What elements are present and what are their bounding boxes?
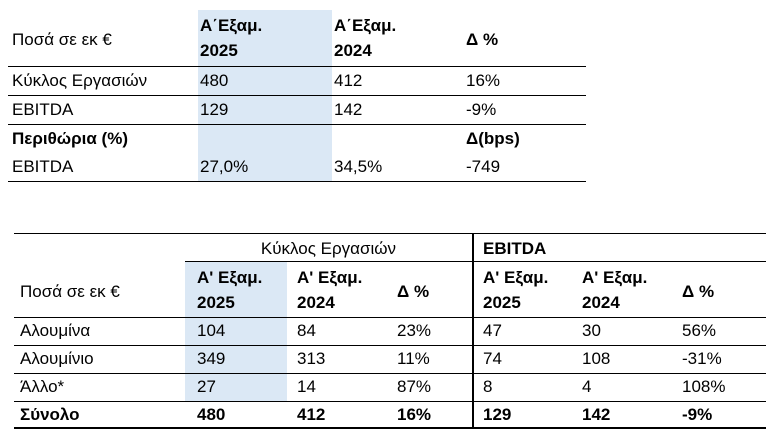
table-cell: -749 <box>466 157 501 176</box>
table2-header-c4-line2: 2025 <box>483 293 521 312</box>
table2-divider <box>14 401 766 402</box>
table1-header-col2-line2: 2024 <box>334 41 372 60</box>
table-cell: 11% <box>397 349 430 368</box>
table2-divider <box>185 261 766 262</box>
table-cell: 30 <box>582 321 601 340</box>
table-cell: 142 <box>334 100 363 119</box>
table-cell: 349 <box>197 349 226 368</box>
table-cell: 47 <box>483 321 502 340</box>
table-cell: 4 <box>582 377 592 396</box>
table-cell: 34,5% <box>334 157 383 176</box>
table-row: Κύκλος Εργασιών <box>12 71 148 90</box>
table1-margins-label: Περιθώρια (%) <box>12 129 128 148</box>
table1-margins-col3: Δ(bps) <box>466 129 520 148</box>
table1-divider <box>8 66 586 67</box>
table-cell: 108 <box>582 349 611 368</box>
table-cell: 480 <box>197 405 226 424</box>
table2-divider <box>14 317 766 318</box>
table-cell: 412 <box>334 71 363 90</box>
table2-divider <box>14 373 766 374</box>
table-cell: 87% <box>397 377 432 396</box>
table-cell: 27 <box>197 377 216 396</box>
table1-header-col2-line1: Α΄Εξαμ. <box>334 16 397 35</box>
table2-header-c1-line2: 2025 <box>197 293 235 312</box>
table2-bottom-border <box>14 427 766 429</box>
table-cell: 142 <box>582 405 611 424</box>
table-cell: 108% <box>682 377 726 396</box>
table2-header-c4-line1: Α' Εξαμ. <box>483 268 549 287</box>
table2-divider <box>14 345 766 346</box>
table-cell: 313 <box>297 349 326 368</box>
table2-header-c2-line1: Α' Εξαμ. <box>297 268 363 287</box>
table2-header-c2-line2: 2024 <box>297 293 335 312</box>
table-cell: 16% <box>397 405 432 424</box>
table-cell: 104 <box>197 321 226 340</box>
table-cell: 84 <box>297 321 316 340</box>
table1-header-col1-line1: Α΄Εξαμ. <box>200 16 263 35</box>
table-cell: 129 <box>483 405 512 424</box>
table-cell: 74 <box>483 349 502 368</box>
table-row: EBITDA <box>12 100 74 119</box>
table-cell: 8 <box>483 377 493 396</box>
table-cell: 56% <box>682 321 717 340</box>
table-cell: 16% <box>466 71 501 90</box>
table2-header-c3: Δ % <box>397 282 430 301</box>
table2-group2-title: EBITDA <box>483 239 547 258</box>
table2-header-c5-line1: Α' Εξαμ. <box>582 268 648 287</box>
table-cell: 129 <box>200 100 229 119</box>
table-row: EBITDA <box>12 157 74 176</box>
table-row: Αλουμίνα <box>20 321 91 340</box>
table-row: Άλλο* <box>20 377 65 396</box>
table-cell: 27,0% <box>200 157 249 176</box>
table2-group1-title: Κύκλος Εργασιών <box>260 239 397 258</box>
table-total-row: Σύνολο <box>20 405 80 424</box>
table1-header-label: Ποσά σε εκ € <box>12 30 112 49</box>
table-cell: -31% <box>682 349 722 368</box>
table2-header-label: Ποσά σε εκ € <box>20 282 120 301</box>
table2-header-c6: Δ % <box>682 282 715 301</box>
table-cell: 23% <box>397 321 432 340</box>
table-cell: 480 <box>200 71 229 90</box>
table1-divider <box>8 124 586 125</box>
table2-top-border <box>14 233 766 234</box>
table1-header-col1-line2: 2025 <box>200 41 238 60</box>
table-cell: -9% <box>466 100 497 119</box>
table1-header-col3: Δ % <box>466 30 499 49</box>
table1-divider <box>8 95 586 96</box>
table-row: Αλουμίνιο <box>20 349 94 368</box>
table2-group-separator <box>472 233 474 429</box>
table-cell: 412 <box>297 405 326 424</box>
table2-header-c5-line2: 2024 <box>582 293 620 312</box>
table2-header-c1-line1: Α' Εξαμ. <box>197 268 263 287</box>
table-cell: -9% <box>682 405 713 424</box>
table-cell: 14 <box>297 377 316 396</box>
table1-bottom-border <box>8 181 586 182</box>
